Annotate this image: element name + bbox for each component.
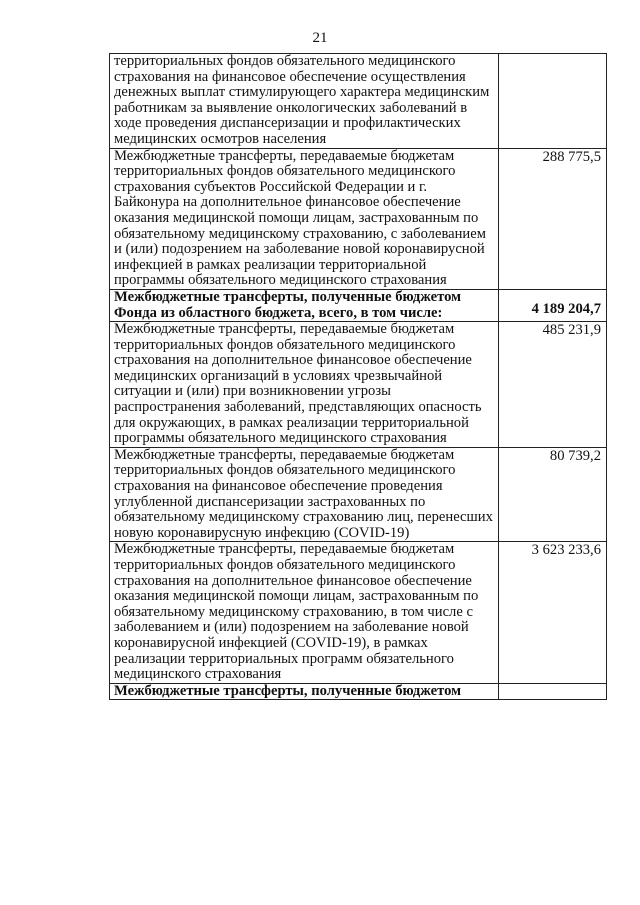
- table-row-truncated: [110, 683, 607, 700]
- row-amount: 485 231,9: [499, 322, 607, 448]
- row-amount: [499, 683, 607, 700]
- row-description: территориальных фондов обязательного медицинского страхования на финансовое обеспечение осуществления денежных выплат стимулирующего характера медицинским работникам за выявление онкологических заболеваний в ходе проведения диспансеризации и профилактических медицинских осмотров населения: [110, 54, 499, 149]
- budget-table: [109, 53, 607, 700]
- table-row: [110, 322, 607, 448]
- table-row: [110, 148, 607, 289]
- row-description: Межбюджетные трансферты, полученные бюджетом: [110, 683, 499, 700]
- table-row: [110, 54, 607, 149]
- row-amount: 3 623 233,6: [499, 542, 607, 683]
- table-row-total: [110, 289, 607, 321]
- row-amount: 80 739,2: [499, 447, 607, 542]
- row-amount: 4 189 204,7: [499, 289, 607, 321]
- row-amount: [499, 54, 607, 149]
- row-description: Межбюджетные трансферты, передаваемые бюджетам территориальных фондов обязательного медицинского страхования на финансовое обеспечение проведения углубленной диспансеризации застрахованных по обязательному медицинскому страхованию лиц, перенесших новую коронавирусную инфекцию (COVID-19): [110, 447, 499, 542]
- table-row: [110, 447, 607, 542]
- row-description: Межбюджетные трансферты, полученные бюджетом Фонда из областного бюджета, всего, в том числе:: [110, 289, 499, 321]
- row-description: Межбюджетные трансферты, передаваемые бюджетам территориальных фондов обязательного медицинского страхования субъектов Российской Федерации и г. Байконура на дополнительное финансовое обеспечение оказания медицинской помощи лицам, застрахованным по обязательному медицинскому страхованию, с заболеванием и (или) подозрением на заболевание новой коронавирусной инфекцией в рамках реализации территориальной программы обязательного медицинского страхования: [110, 148, 499, 289]
- row-description: Межбюджетные трансферты, передаваемые бюджетам территориальных фондов обязательного медицинского страхования на дополнительное финансовое обеспечение оказания медицинской помощи лицам, застрахованным по обязательному медицинскому страхованию, в том числе с заболеванием и (или) подозрением на заболевание новой коронавирусной инфекцией (COVID-19), в рамках реализации территориальных программ обязательного медицинского страхования: [110, 542, 499, 683]
- page-number: 21: [312, 30, 328, 46]
- row-description: Межбюджетные трансферты, передаваемые бюджетам территориальных фондов обязательного медицинского страхования на дополнительное финансовое обеспечение медицинских организаций в условиях чрезвычайной ситуации и (или) при возникновении угрозы распространения заболеваний, представляющих опасность для окружающих, в рамках реализации территориальной программы обязательного медицинского страхования: [110, 322, 499, 448]
- table-row: [110, 542, 607, 683]
- row-amount: 288 775,5: [499, 148, 607, 289]
